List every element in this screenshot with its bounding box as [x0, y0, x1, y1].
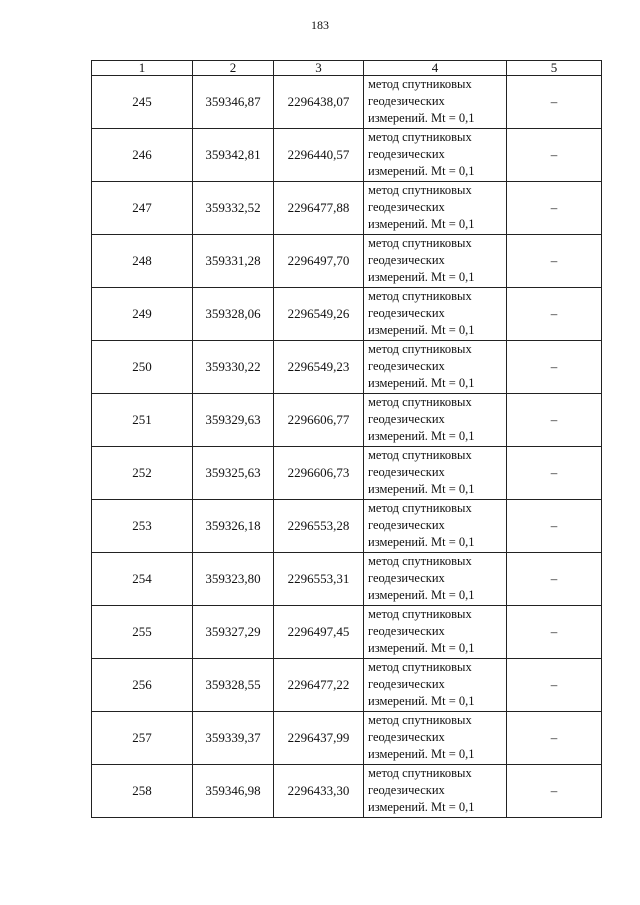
note-cell: – [507, 712, 602, 765]
table-body [92, 76, 602, 818]
method-line-1: метод спутниковых [368, 660, 472, 674]
x-coordinate-cell: 359339,37 [193, 712, 274, 765]
method-cell [364, 288, 507, 341]
method-line-1: метод спутниковых [368, 501, 472, 515]
method-line-2: геодезических [368, 730, 445, 744]
method-line-2: геодезических [368, 571, 445, 585]
table-row [92, 765, 602, 818]
method-line-1: метод спутниковых [368, 77, 472, 91]
method-line-1: метод спутниковых [368, 183, 472, 197]
point-number-cell: 257 [92, 712, 193, 765]
method-line-2: геодезических [368, 359, 445, 373]
note-cell: – [507, 288, 602, 341]
method-cell [364, 76, 507, 129]
method-line-1: метод спутниковых [368, 395, 472, 409]
header-cell-3: 3 [274, 61, 364, 76]
header-cell-2: 2 [193, 61, 274, 76]
x-coordinate-cell: 359326,18 [193, 500, 274, 553]
table-row [92, 341, 602, 394]
method-cell [364, 606, 507, 659]
note-cell: – [507, 765, 602, 818]
header-cell-4: 4 [364, 61, 507, 76]
method-line-3: измерений. Mt = 0,1 [368, 217, 475, 231]
y-coordinate-cell: 2296440,57 [274, 129, 364, 182]
x-coordinate-cell: 359342,81 [193, 129, 274, 182]
table-row [92, 394, 602, 447]
method-cell [364, 659, 507, 712]
method-line-3: измерений. Mt = 0,1 [368, 323, 475, 337]
method-cell [364, 500, 507, 553]
y-coordinate-cell: 2296437,99 [274, 712, 364, 765]
y-coordinate-cell: 2296606,77 [274, 394, 364, 447]
method-cell [364, 712, 507, 765]
method-line-1: метод спутниковых [368, 130, 472, 144]
y-coordinate-cell: 2296549,26 [274, 288, 364, 341]
y-coordinate-cell: 2296477,88 [274, 182, 364, 235]
method-line-3: измерений. Mt = 0,1 [368, 111, 475, 125]
method-line-2: геодезических [368, 783, 445, 797]
point-number-cell: 256 [92, 659, 193, 712]
method-line-3: измерений. Mt = 0,1 [368, 270, 475, 284]
method-cell [364, 182, 507, 235]
method-cell [364, 765, 507, 818]
method-line-3: измерений. Mt = 0,1 [368, 376, 475, 390]
note-cell: – [507, 129, 602, 182]
table-row [92, 76, 602, 129]
x-coordinate-cell: 359329,63 [193, 394, 274, 447]
y-coordinate-cell: 2296497,45 [274, 606, 364, 659]
table-row [92, 606, 602, 659]
header-cell-5: 5 [507, 61, 602, 76]
method-line-1: метод спутниковых [368, 342, 472, 356]
table-header [92, 61, 602, 76]
x-coordinate-cell: 359328,06 [193, 288, 274, 341]
method-line-1: метод спутниковых [368, 766, 472, 780]
point-number-cell: 248 [92, 235, 193, 288]
method-line-3: измерений. Mt = 0,1 [368, 800, 475, 814]
method-cell [364, 394, 507, 447]
method-line-2: геодезических [368, 465, 445, 479]
x-coordinate-cell: 359323,80 [193, 553, 274, 606]
note-cell: – [507, 447, 602, 500]
point-number-cell: 245 [92, 76, 193, 129]
method-line-2: геодезических [368, 94, 445, 108]
x-coordinate-cell: 359330,22 [193, 341, 274, 394]
method-line-3: измерений. Mt = 0,1 [368, 535, 475, 549]
method-line-2: геодезических [368, 200, 445, 214]
method-line-3: измерений. Mt = 0,1 [368, 164, 475, 178]
table-row [92, 447, 602, 500]
y-coordinate-cell: 2296438,07 [274, 76, 364, 129]
note-cell: – [507, 182, 602, 235]
table-row [92, 129, 602, 182]
method-cell [364, 235, 507, 288]
method-cell [364, 129, 507, 182]
table-row [92, 288, 602, 341]
header-row [92, 61, 602, 76]
method-line-2: геодезических [368, 253, 445, 267]
note-cell: – [507, 553, 602, 606]
x-coordinate-cell: 359327,29 [193, 606, 274, 659]
point-number-cell: 255 [92, 606, 193, 659]
table-row [92, 500, 602, 553]
point-number-cell: 253 [92, 500, 193, 553]
method-line-1: метод спутниковых [368, 554, 472, 568]
method-line-2: геодезических [368, 306, 445, 320]
y-coordinate-cell: 2296553,28 [274, 500, 364, 553]
method-line-1: метод спутниковых [368, 713, 472, 727]
point-number-cell: 249 [92, 288, 193, 341]
method-cell [364, 553, 507, 606]
method-line-2: геодезических [368, 412, 445, 426]
x-coordinate-cell: 359325,63 [193, 447, 274, 500]
point-number-cell: 246 [92, 129, 193, 182]
note-cell: – [507, 606, 602, 659]
point-number-cell: 258 [92, 765, 193, 818]
note-cell: – [507, 500, 602, 553]
method-line-2: геодезических [368, 624, 445, 638]
x-coordinate-cell: 359346,98 [193, 765, 274, 818]
y-coordinate-cell: 2296553,31 [274, 553, 364, 606]
point-number-cell: 247 [92, 182, 193, 235]
y-coordinate-cell: 2296477,22 [274, 659, 364, 712]
header-cell-1: 1 [92, 61, 193, 76]
note-cell: – [507, 659, 602, 712]
method-line-2: геодезических [368, 147, 445, 161]
table-row [92, 712, 602, 765]
note-cell: – [507, 76, 602, 129]
note-cell: – [507, 394, 602, 447]
point-number-cell: 254 [92, 553, 193, 606]
method-line-3: измерений. Mt = 0,1 [368, 694, 475, 708]
method-line-3: измерений. Mt = 0,1 [368, 429, 475, 443]
note-cell: – [507, 235, 602, 288]
x-coordinate-cell: 359332,52 [193, 182, 274, 235]
x-coordinate-cell: 359331,28 [193, 235, 274, 288]
method-line-3: измерений. Mt = 0,1 [368, 482, 475, 496]
point-number-cell: 250 [92, 341, 193, 394]
method-line-1: метод спутниковых [368, 236, 472, 250]
table-row [92, 553, 602, 606]
method-line-3: измерений. Mt = 0,1 [368, 641, 475, 655]
y-coordinate-cell: 2296606,73 [274, 447, 364, 500]
page-number: 183 [311, 18, 329, 32]
method-line-1: метод спутниковых [368, 607, 472, 621]
y-coordinate-cell: 2296549,23 [274, 341, 364, 394]
method-line-2: геодезических [368, 677, 445, 691]
table-row [92, 659, 602, 712]
method-cell [364, 447, 507, 500]
x-coordinate-cell: 359346,87 [193, 76, 274, 129]
method-line-3: измерений. Mt = 0,1 [368, 747, 475, 761]
y-coordinate-cell: 2296433,30 [274, 765, 364, 818]
point-number-cell: 251 [92, 394, 193, 447]
note-cell: – [507, 341, 602, 394]
point-number-cell: 252 [92, 447, 193, 500]
table-row [92, 235, 602, 288]
method-line-1: метод спутниковых [368, 448, 472, 462]
method-line-1: метод спутниковых [368, 289, 472, 303]
method-line-3: измерений. Mt = 0,1 [368, 588, 475, 602]
coordinates-table [91, 60, 602, 818]
method-cell [364, 341, 507, 394]
y-coordinate-cell: 2296497,70 [274, 235, 364, 288]
table-row [92, 182, 602, 235]
method-line-2: геодезических [368, 518, 445, 532]
x-coordinate-cell: 359328,55 [193, 659, 274, 712]
